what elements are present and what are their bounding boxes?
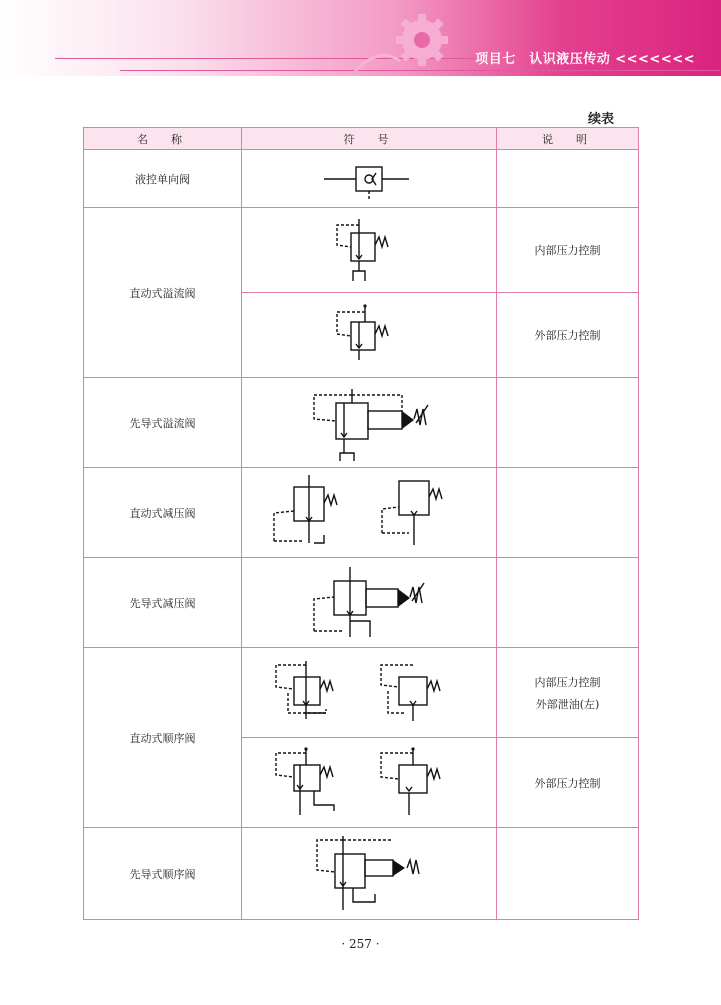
pilot-relief-valve-icon — [304, 383, 434, 463]
page-number: · 257 · — [341, 937, 380, 951]
row-note — [497, 468, 639, 558]
direct-relief-valve-external-icon — [329, 300, 409, 370]
column-header-symbol: 符 号 — [242, 128, 497, 150]
pilot-reducing-valve-icon — [304, 563, 434, 643]
row-name: 直动式减压阀 — [84, 468, 242, 558]
direct-relief-valve-internal-icon — [329, 215, 409, 285]
row-note: 外部压力控制 — [497, 293, 639, 378]
table-row — [84, 378, 639, 468]
row-note — [497, 150, 639, 208]
column-header-name: 名 称 — [84, 128, 242, 150]
continued-label: 续表 — [587, 112, 614, 127]
row-name: 液控单向阀 — [84, 150, 242, 208]
row-note: 外部压力控制 — [497, 738, 639, 828]
row-note — [497, 378, 639, 468]
direct-reducing-valve-icon — [264, 473, 474, 553]
table-row — [84, 150, 639, 208]
row-name: 先导式减压阀 — [84, 558, 242, 648]
row-name: 直动式溢流阀 — [84, 208, 242, 378]
direct-sequence-valve-external-icon — [264, 745, 474, 820]
direct-sequence-valve-internal-icon — [264, 655, 474, 730]
pilot-sequence-valve-icon — [309, 834, 429, 914]
row-name: 先导式溢流阀 — [84, 378, 242, 468]
symbol-table — [83, 127, 639, 920]
row-note: 内部压力控制 — [497, 208, 639, 293]
table-row — [84, 558, 639, 648]
row-note-line: 外部泄油(左) — [535, 697, 600, 711]
table-row — [84, 648, 639, 738]
row-note — [497, 558, 639, 648]
chapter-title: 项目七 认识液压传动 <<<<<<< — [475, 52, 695, 67]
row-note — [497, 828, 639, 920]
table-header-row — [84, 128, 639, 150]
column-header-note: 说 明 — [497, 128, 639, 150]
gear-icon — [350, 6, 470, 76]
row-name: 先导式顺序阀 — [84, 828, 242, 920]
table-row — [84, 208, 639, 293]
row-name: 直动式顺序阀 — [84, 648, 242, 828]
pilot-check-valve-icon — [324, 159, 414, 199]
page-header — [0, 0, 721, 76]
row-note-line: 内部压力控制 — [534, 675, 601, 689]
table-row — [84, 468, 639, 558]
table-row — [84, 828, 639, 920]
